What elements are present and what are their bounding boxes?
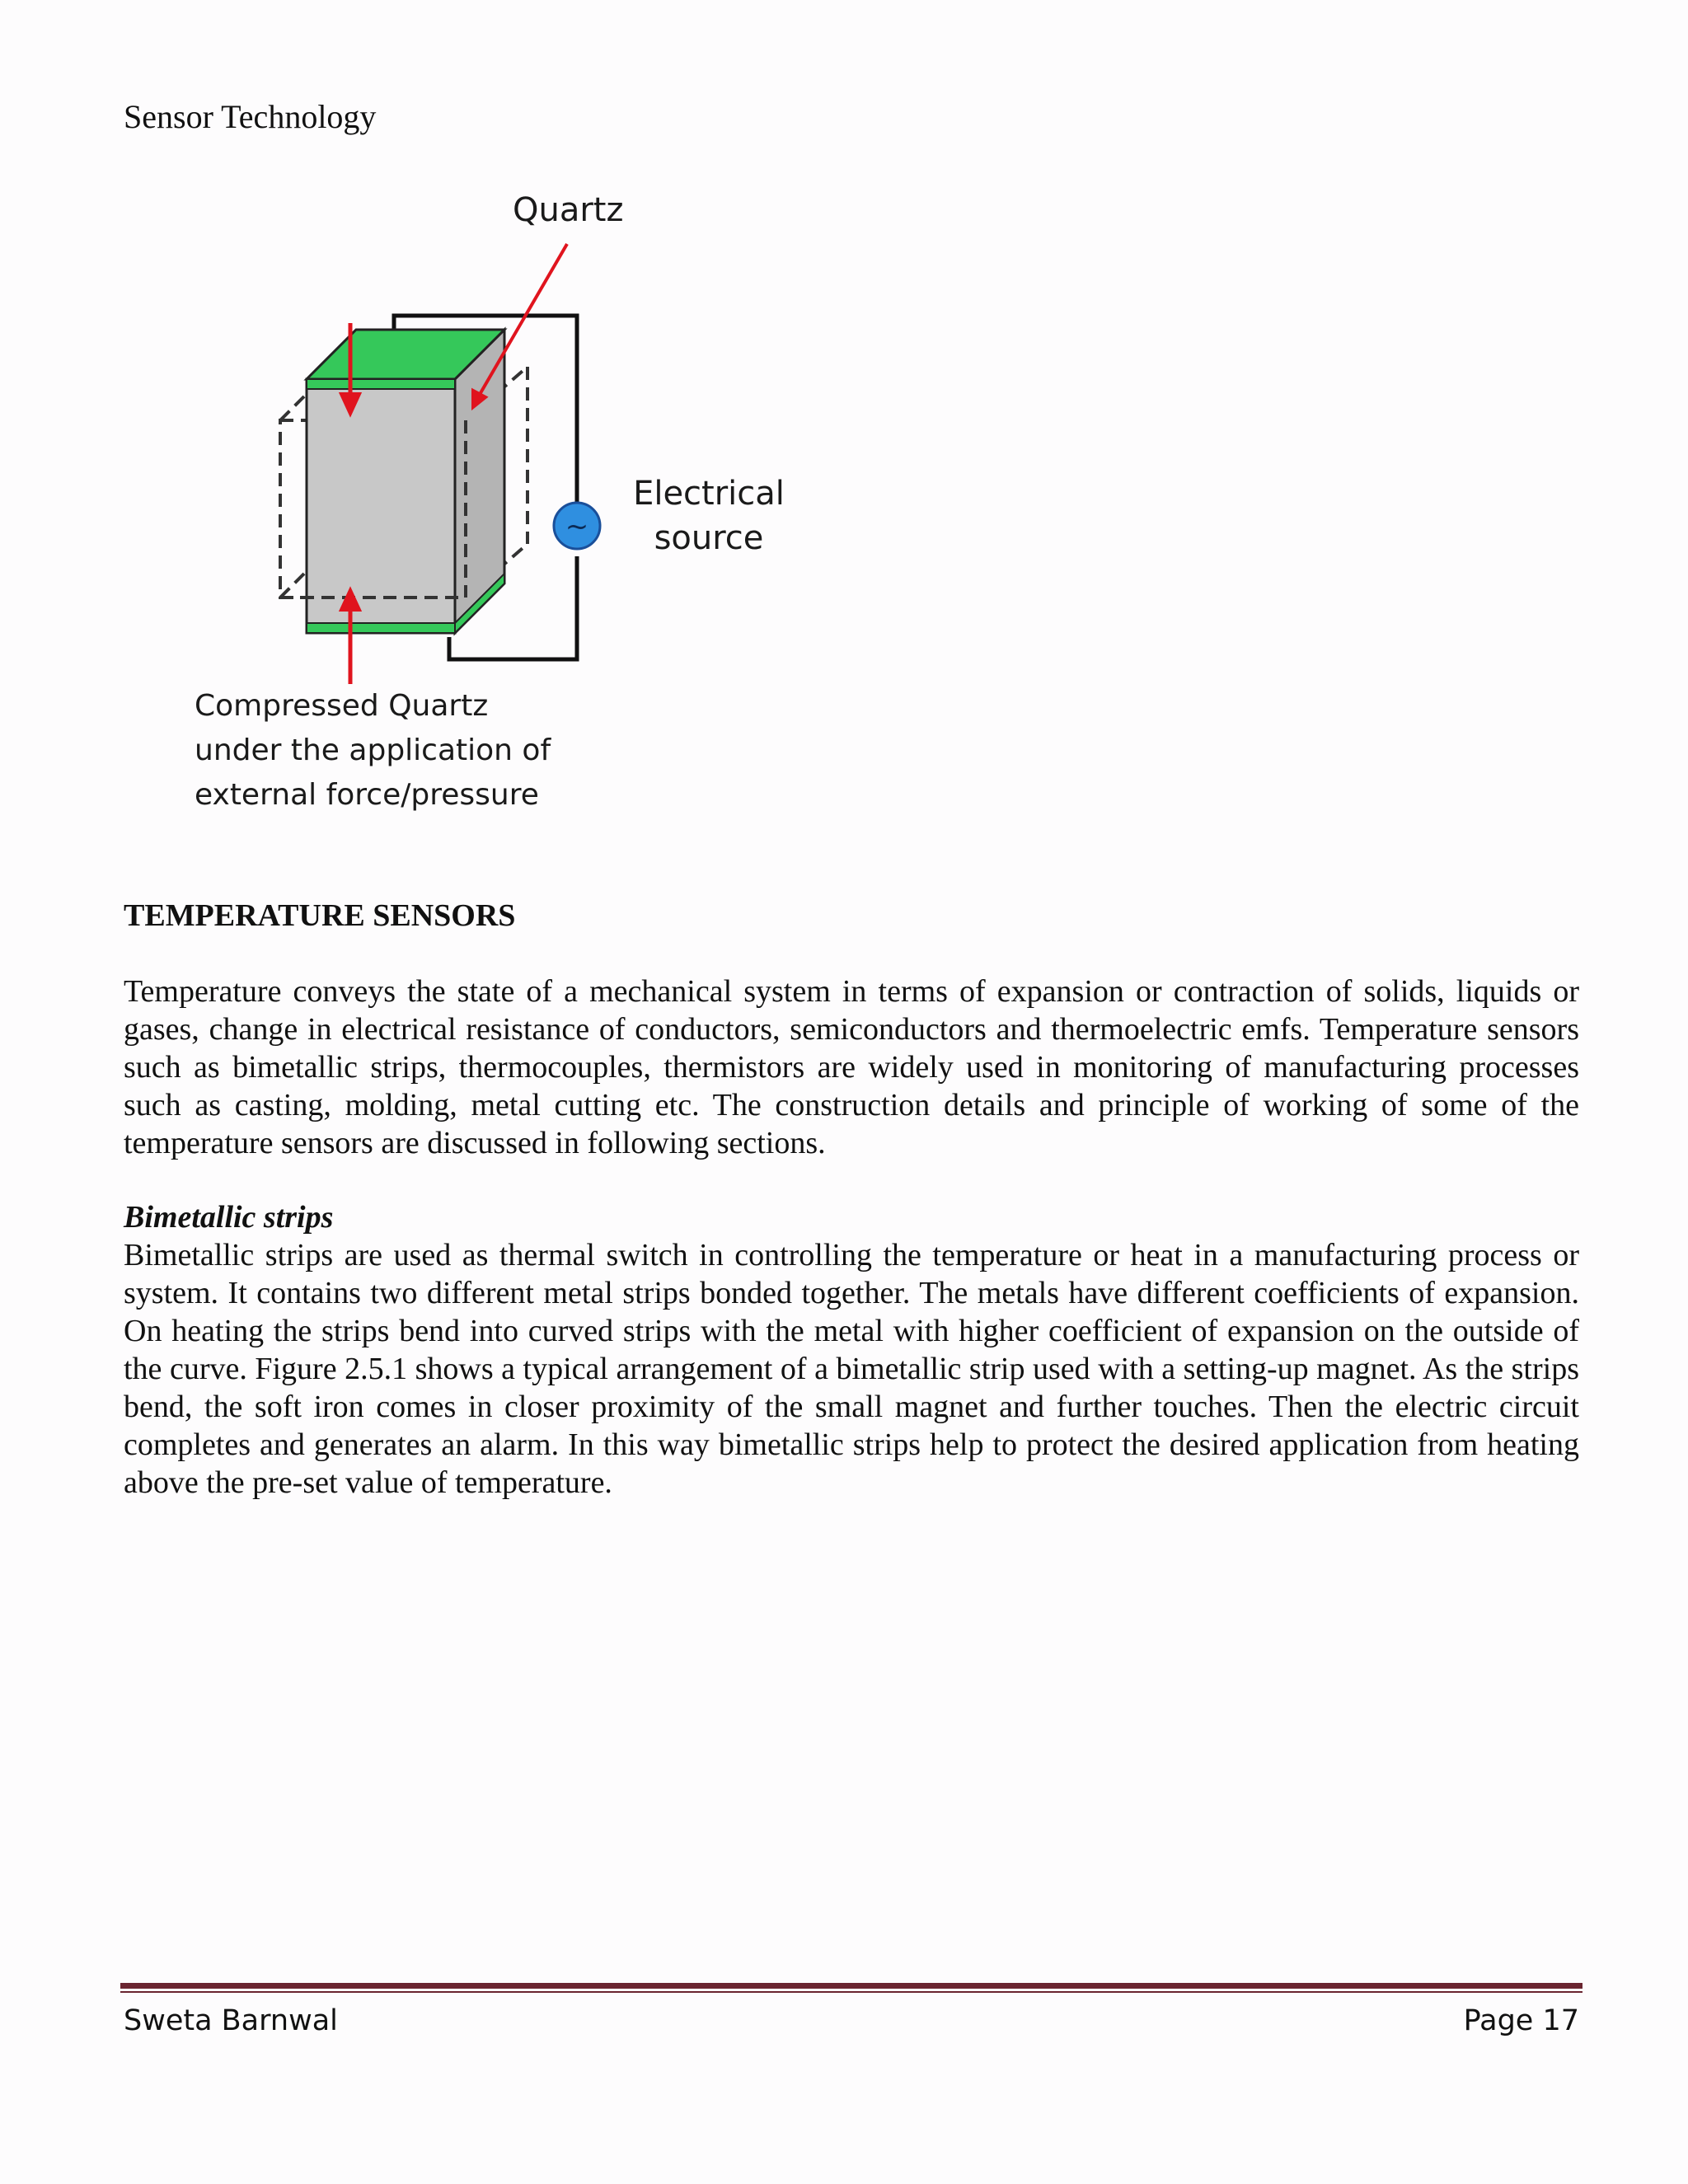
source-symbol: ~ — [565, 510, 589, 543]
quartz-piezoelectric-figure — [165, 181, 808, 841]
crystal-front — [307, 379, 455, 633]
quartz-label: Quartz — [513, 191, 624, 229]
footer-page-number: Page 17 — [1463, 2004, 1579, 2037]
section-paragraph: Temperature conveys the state of a mechanical system in terms of expansion or contraction of solids, liquids or gases, change in electrical resistance of conductors, semiconductors and thermoelectric emfs. Temperature sensors such as bimetallic strips, thermocouples, thermistors are widely used in monitoring of manufacturing processes such as casting, molding, metal cutting etc. The construction details and principle of working of some of the temperature sensors are discussed in following sections. — [124, 974, 1579, 1160]
subsection-paragraph: Bimetallic strips are used as thermal switch in controlling the temperature or heat in a manufacturing process or system. It contains two different metal strips bonded together. The metals have different coefficients of expansion. On heating the strips bend into curved strips with the metal with higher coefficient of expansion on the outside of the curve. Figure 2.5.1 shows a typical arrangement of a bimetallic strip used with a setting-up magnet. As the strips bend, the soft iron comes in closer proximity of the small magnet and further touches. Then the electric circuit completes and generates an alarm. In this way bimetallic strips help to protect the desired application from heating above the pre-set value of temperature. — [124, 1238, 1579, 1500]
footer-rule-thin — [120, 1991, 1582, 1993]
top-electrode — [307, 379, 455, 389]
compressed-quartz-label: Compressed Quartz under the application of external force/pressure — [195, 689, 551, 812]
running-header: Sensor Technology — [124, 98, 377, 135]
footer-rule — [120, 1983, 1582, 1993]
footer-rule-thick — [120, 1983, 1582, 1989]
footer-author: Sweta Barnwal — [124, 2004, 338, 2037]
bottom-electrode — [307, 623, 455, 633]
section-heading: TEMPERATURE SENSORS — [124, 898, 516, 933]
subsection-heading: Bimetallic strips — [124, 1200, 334, 1235]
electrical-source-label: Electrical source — [633, 475, 785, 557]
